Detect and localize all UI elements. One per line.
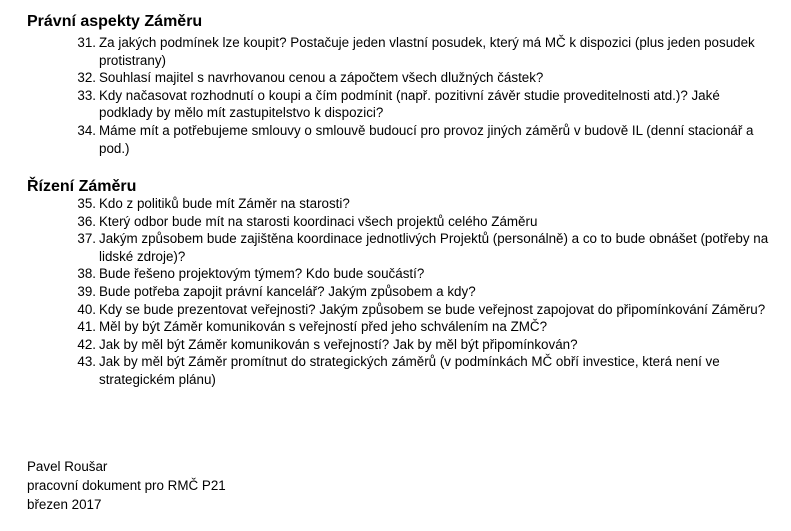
list-item [0, 69, 791, 87]
item-text: Za jakých podmínek lze koupit? Postačuje jeden vlastní posudek, který má MČ k dispozici (plus jeden posudek protistrany) [99, 35, 755, 68]
footer-date: březen 2017 [27, 497, 102, 512]
item-number: 34. [77, 122, 96, 138]
item-number: 36. [77, 213, 96, 229]
list-item [0, 336, 791, 354]
list-item [0, 265, 791, 283]
item-text: Bude řešeno projektovým týmem? Kdo bude součástí? [99, 266, 425, 282]
item-text: Kdy se bude prezentovat veřejnosti? Jakým způsobem se bude veřejnost zapojovat do připomínkování Záměru? [99, 301, 766, 317]
item-number: 37. [77, 231, 96, 247]
list-item [0, 301, 791, 319]
section-heading-legal-aspects: Právní aspekty Záměru [27, 13, 203, 30]
item-text: Který odbor bude mít na starosti koordinaci všech projektů celého Záměru [99, 213, 538, 229]
list-item [0, 213, 791, 231]
item-number: 35. [77, 196, 96, 211]
item-number: 40. [77, 301, 96, 317]
list-item [0, 318, 791, 336]
list-item [0, 283, 791, 301]
footer-author: Pavel Roušar [27, 459, 108, 474]
item-number: 39. [77, 283, 96, 299]
item-text: Kdo z politiků bude mít Záměr na starosti? [99, 196, 350, 211]
item-text: Máme mít a potřebujeme smlouvy o smlouvě budoucí pro provoz jiných záměrů v budově IL (denní stacionář a pod.) [99, 122, 754, 156]
item-text: Jak by měl být Záměr komunikován s veřejností? Jak by měl být připomínkován? [99, 336, 578, 352]
list-item [0, 353, 791, 388]
item-number: 33. [77, 87, 96, 103]
footer-document-type: pracovní dokument pro RMČ P21 [27, 478, 226, 493]
item-text: Měl by být Záměr komunikován s veřejností před jeho schválením na ZMČ? [99, 319, 548, 335]
item-text: Bude potřeba zapojit právní kancelář? Jakým způsobem a kdy? [99, 283, 476, 299]
question-list-legal [0, 34, 791, 157]
item-number: 32. [77, 70, 96, 86]
item-number: 38. [77, 266, 96, 282]
item-text: Kdy načasovat rozhodnutí o koupi a čím podmínit (např. pozitivní závěr studie proveditelnosti atd.)? Jaké podklady by mělo mít zastupitelstvo k dispozici? [99, 87, 720, 121]
list-item [0, 230, 791, 265]
item-number: 31. [77, 35, 96, 50]
question-list-management [0, 195, 791, 389]
item-text: Jakým způsobem bude zajištěna koordinace jednotlivých Projektů (personálně) a co to bude obnášet (potřeby na lidské zdroje)? [99, 231, 769, 264]
item-text: Jak by měl být Záměr promítnut do strategických záměrů (v podmínkách MČ obří investice, která není ve strategickém plánu) [99, 354, 720, 387]
list-item [0, 195, 791, 213]
document-footer [27, 457, 226, 514]
item-text: Souhlasí majitel s navrhovanou cenou a zápočtem všech dlužných částek? [99, 70, 544, 86]
section-heading-project-management: Řízení Záměru [27, 178, 137, 195]
list-item [0, 122, 791, 157]
list-item [0, 87, 791, 122]
item-number: 41. [77, 319, 96, 335]
list-item [0, 34, 791, 69]
item-number: 43. [77, 354, 96, 370]
item-number: 42. [77, 336, 96, 352]
